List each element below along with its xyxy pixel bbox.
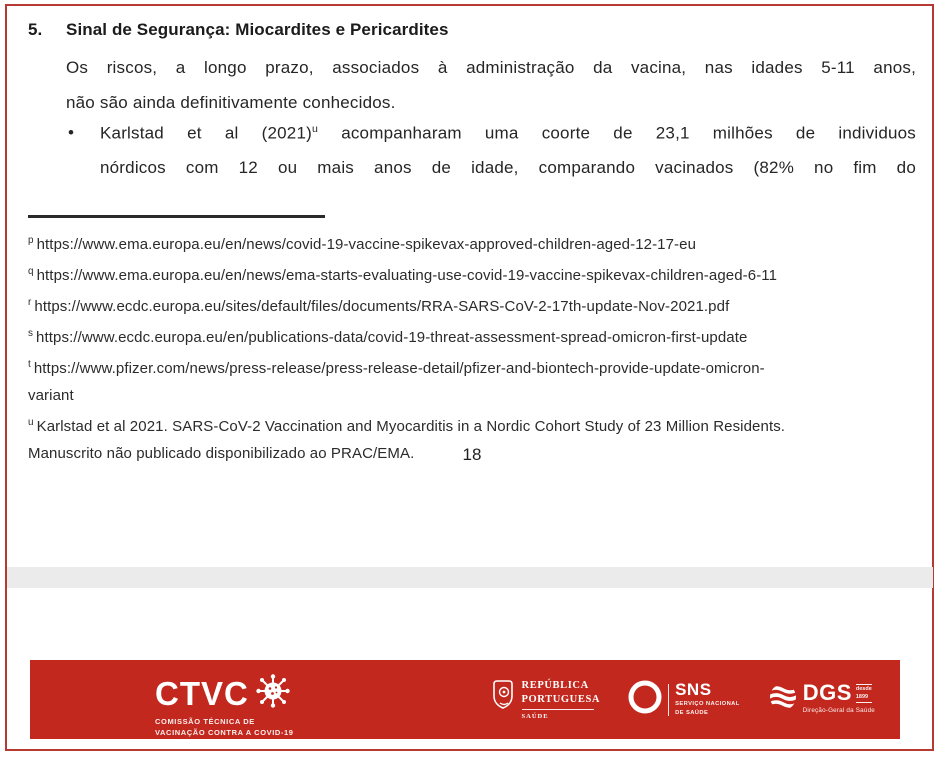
bullet-line: nórdicos com 12 ou mais anos de idade, comparando vacinados (82% no fim do: [100, 158, 916, 177]
section-title: Sinal de Segurança: Miocardites e Pericardites: [66, 20, 449, 39]
sns-logo-text: SNS: [675, 680, 712, 700]
ctvc-subtitle-line2: VACINAÇÃO CONTRA A COVID-19: [155, 727, 294, 737]
footnote-url: https://www.pfizer.com/news/press-release/press-release-detail/pfizer-and-biontech-provide-update-omicron-: [33, 360, 765, 377]
republica-portuguesa-logo: [493, 679, 601, 719]
coronavirus-icon: [255, 673, 291, 714]
sns-divider: [668, 684, 669, 716]
sns-subtitle-line2: DE SAÚDE: [675, 710, 709, 716]
sns-logo: [628, 680, 740, 719]
paragraph-line: não são ainda definitivamente conhecidos.: [66, 93, 396, 112]
government-logos: [493, 660, 875, 739]
dgs-subtitle: Direção-Geral da Saúde: [802, 707, 875, 714]
footnote-u-continuation: Manuscrito não publicado disponibilizado ao PRAC/EMA.: [28, 445, 415, 462]
footnote-url: https://www.ema.europa.eu/en/news/covid-19-vaccine-spikevax-approved-children-aged-12-17-eu: [36, 236, 697, 253]
bullet-marker: •: [68, 123, 74, 142]
footnote-marker: s: [28, 328, 34, 339]
sns-subtitle-line1: SERVIÇO NACIONAL: [675, 701, 740, 708]
bullet-text: Karlstad et al (2021): [100, 123, 312, 143]
page-number: 18: [462, 445, 482, 464]
footnote-marker: t: [28, 359, 31, 370]
footnote-url: https://www.ecdc.europa.eu/sites/default/files/documents/RRA-SARS-CoV-2-17th-update-Nov-2021.pdf: [34, 298, 730, 315]
footnote-t: [28, 351, 920, 382]
footnote-reference-u: u: [311, 123, 319, 135]
footnote-marker: u: [28, 417, 34, 428]
footnote-t-continuation: variant: [28, 387, 74, 404]
paragraph-line: Os riscos, a longo prazo, associados à administração da vacina, nas idades 5-11 anos,: [66, 58, 916, 77]
dgs-since-line2: 1899: [855, 693, 869, 700]
dgs-logo-text: DGS: [802, 680, 852, 705]
portugal-shield-icon: [493, 679, 515, 718]
footer-banner: [30, 660, 900, 739]
section-number: 5.: [28, 20, 43, 39]
footnote-marker: q: [28, 266, 34, 277]
footnote-url: https://www.ema.europa.eu/en/news/ema-starts-evaluating-use-covid-19-vaccine-spikevax-children-aged-6-11: [36, 267, 778, 284]
footnote-text: Karlstad et al 2021. SARS-CoV-2 Vaccination and Myocarditis in a Nordic Cohort Study of 23 Million Residents.: [36, 418, 786, 435]
republica-divider: [522, 709, 594, 710]
bullet-text: acompanharam uma coorte de 23,1 milhões de individuos: [318, 123, 916, 143]
footer-gray-band: [7, 567, 933, 588]
republica-text-line2: PORTUGUESA: [521, 693, 601, 705]
footnote-marker: p: [28, 235, 34, 246]
footnote-q: [28, 258, 920, 289]
ctvc-logo: [155, 673, 294, 739]
footnote-marker: r: [28, 297, 32, 308]
dgs-logo: [768, 682, 875, 717]
footnote-s: [28, 320, 920, 351]
footnote-p: [28, 227, 920, 258]
footnotes-block: [28, 227, 920, 467]
ctvc-subtitle-line1: COMISSÃO TÉCNICA DE: [155, 717, 255, 726]
bullet-line: [100, 123, 916, 144]
footnote-u: [28, 409, 920, 440]
sns-circle-icon: [628, 680, 662, 719]
ctvc-logo-text: CTVC: [155, 675, 249, 712]
dgs-since-line1: desde: [855, 686, 872, 692]
dgs-globe-icon: [768, 682, 798, 717]
footnote-url: https://www.ecdc.europa.eu/en/publications-data/covid-19-threat-assessment-spread-omicron-first-update: [36, 329, 748, 346]
footnote-r: [28, 289, 920, 320]
footnote-separator-rule: [28, 215, 325, 218]
republica-saude-label: SAÚDE: [521, 712, 549, 720]
republica-text-line1: REPÚBLICA: [521, 680, 589, 692]
